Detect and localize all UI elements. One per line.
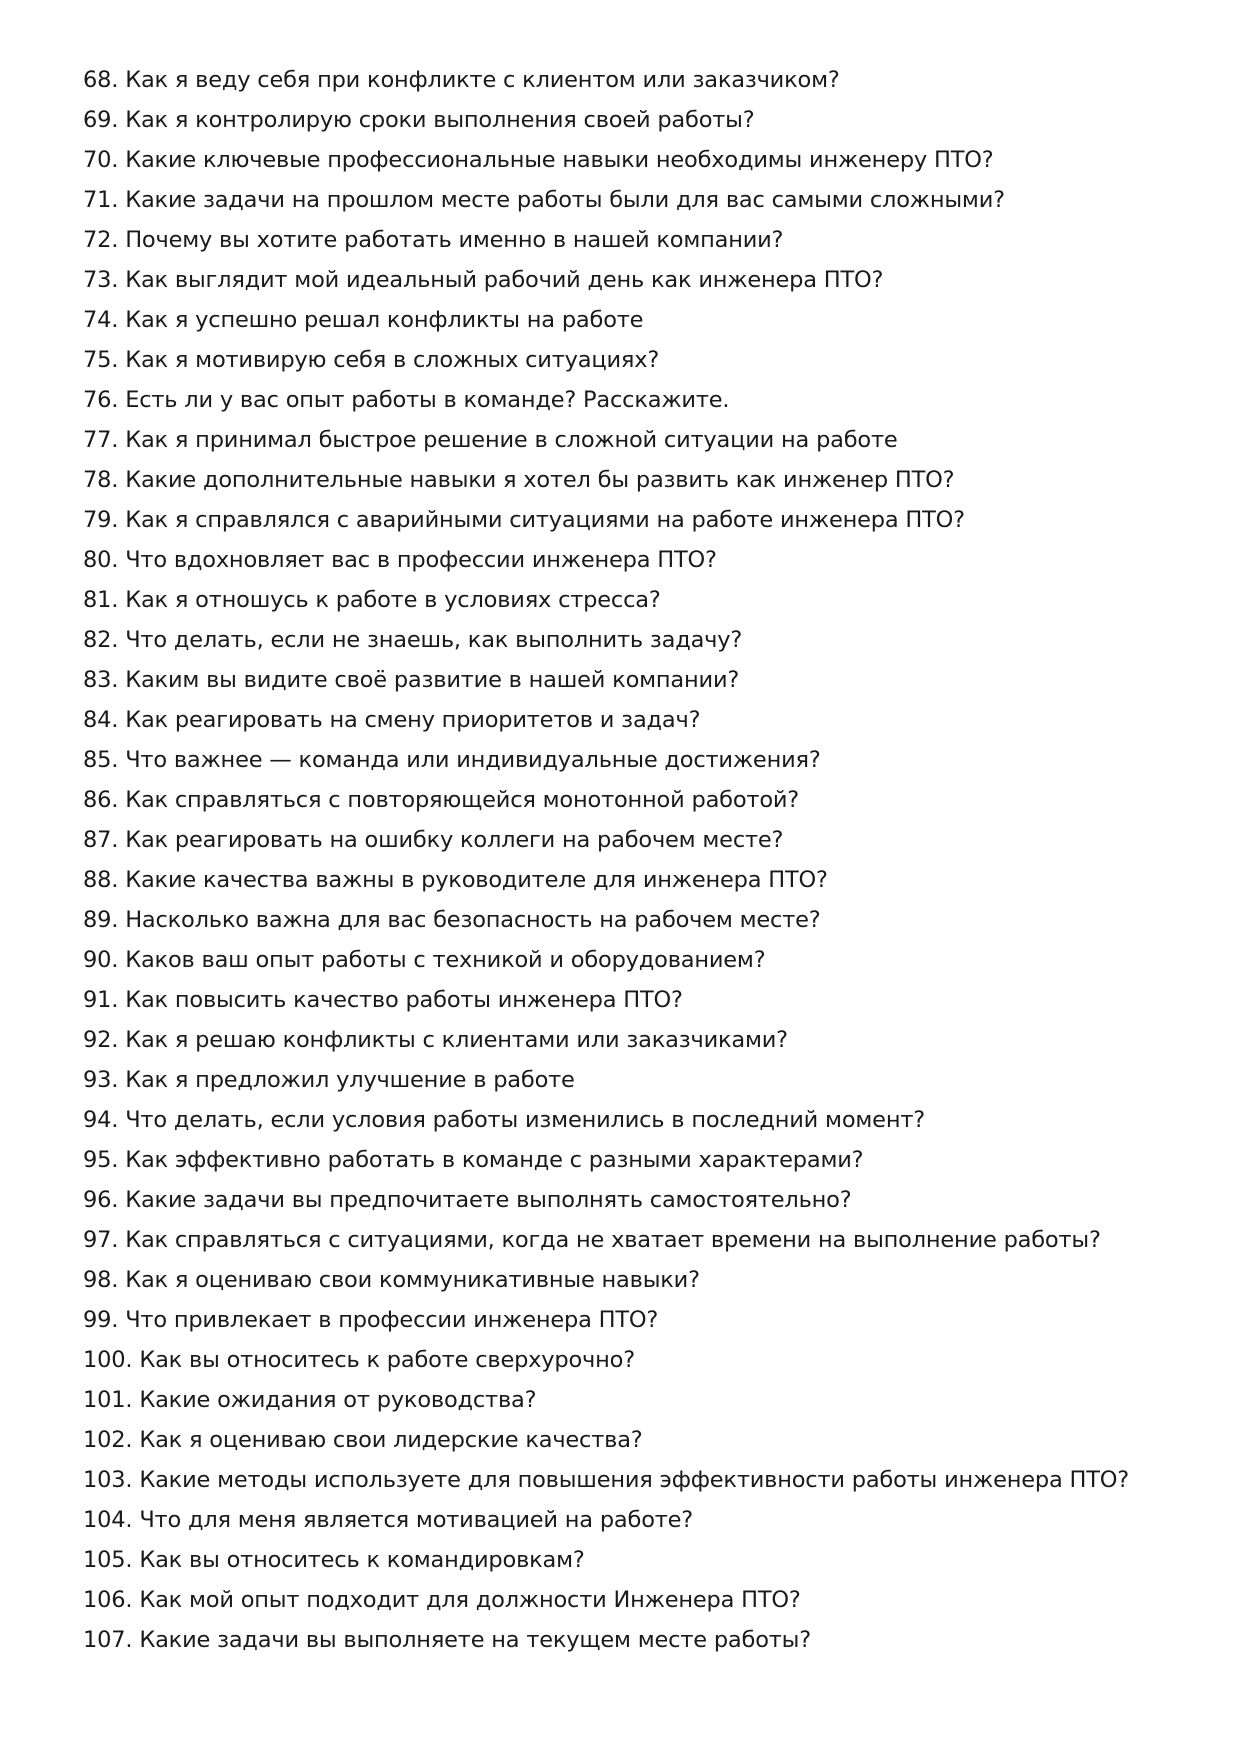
question-number: 68. bbox=[83, 67, 119, 93]
list-item bbox=[83, 180, 1203, 220]
question-text: Как я принимал быстрое решение в сложной ситуации на работе bbox=[125, 427, 898, 453]
question-number: 103. bbox=[83, 1467, 133, 1493]
question-number: 97. bbox=[83, 1227, 119, 1253]
question-number: 92. bbox=[83, 1027, 119, 1053]
question-number: 86. bbox=[83, 787, 119, 813]
list-item bbox=[83, 540, 1203, 580]
question-text: Что для меня является мотивацией на работе? bbox=[139, 1507, 694, 1533]
question-text: Какие методы используете для повышения эффективности работы инженера ПТО? bbox=[139, 1467, 1130, 1493]
list-item bbox=[83, 1500, 1203, 1540]
question-number: 106. bbox=[83, 1587, 133, 1613]
question-text: Как я успешно решал конфликты на работе bbox=[125, 307, 644, 333]
list-item bbox=[83, 940, 1203, 980]
list-item bbox=[83, 620, 1203, 660]
question-number: 80. bbox=[83, 547, 119, 573]
question-number: 93. bbox=[83, 1067, 119, 1093]
question-number: 100. bbox=[83, 1347, 133, 1373]
list-item bbox=[83, 1300, 1203, 1340]
list-item bbox=[83, 780, 1203, 820]
list-item bbox=[83, 1220, 1203, 1260]
question-number: 101. bbox=[83, 1387, 133, 1413]
question-number: 98. bbox=[83, 1267, 119, 1293]
question-number: 78. bbox=[83, 467, 119, 493]
question-text: Как реагировать на смену приоритетов и задач? bbox=[125, 707, 701, 733]
list-item bbox=[83, 300, 1203, 340]
list-item bbox=[83, 1260, 1203, 1300]
question-number: 82. bbox=[83, 627, 119, 653]
question-number: 73. bbox=[83, 267, 119, 293]
question-text: Как реагировать на ошибку коллеги на рабочем месте? bbox=[125, 827, 784, 853]
question-number: 74. bbox=[83, 307, 119, 333]
list-item bbox=[83, 420, 1203, 460]
question-text: Как я контролирую сроки выполнения своей работы? bbox=[125, 107, 755, 133]
question-number: 88. bbox=[83, 867, 119, 893]
question-text: Какие задачи вы выполняете на текущем месте работы? bbox=[139, 1627, 811, 1653]
list-item bbox=[83, 500, 1203, 540]
question-number: 71. bbox=[83, 187, 119, 213]
list-item bbox=[83, 1020, 1203, 1060]
question-number: 76. bbox=[83, 387, 119, 413]
question-text: Как мой опыт подходит для должности Инженера ПТО? bbox=[139, 1587, 801, 1613]
question-text: Что делать, если не знаешь, как выполнить задачу? bbox=[125, 627, 743, 653]
question-number: 75. bbox=[83, 347, 119, 373]
question-number: 102. bbox=[83, 1427, 133, 1453]
question-text: Как я веду себя при конфликте с клиентом или заказчиком? bbox=[125, 67, 840, 93]
list-item bbox=[83, 1580, 1203, 1620]
question-number: 79. bbox=[83, 507, 119, 533]
question-number: 105. bbox=[83, 1547, 133, 1573]
question-number: 104. bbox=[83, 1507, 133, 1533]
question-number: 70. bbox=[83, 147, 119, 173]
question-text: Какие задачи на прошлом месте работы были для вас самыми сложными? bbox=[125, 187, 1005, 213]
question-number: 81. bbox=[83, 587, 119, 613]
question-text: Как повысить качество работы инженера ПТО? bbox=[125, 987, 683, 1013]
question-text: Как вы относитесь к работе сверхурочно? bbox=[139, 1347, 635, 1373]
question-number: 69. bbox=[83, 107, 119, 133]
question-number: 77. bbox=[83, 427, 119, 453]
list-item bbox=[83, 1460, 1203, 1500]
question-text: Как я отношусь к работе в условиях стресса? bbox=[125, 587, 661, 613]
list-item bbox=[83, 1140, 1203, 1180]
question-text: Как я мотивирую себя в сложных ситуациях? bbox=[125, 347, 660, 373]
list-item bbox=[83, 60, 1203, 100]
question-text: Насколько важна для вас безопасность на рабочем месте? bbox=[125, 907, 821, 933]
question-text: Как я справлялся с аварийными ситуациями на работе инженера ПТО? bbox=[125, 507, 965, 533]
list-item bbox=[83, 460, 1203, 500]
question-text: Что делать, если условия работы изменились в последний момент? bbox=[125, 1107, 925, 1133]
list-item bbox=[83, 980, 1203, 1020]
question-number: 99. bbox=[83, 1307, 119, 1333]
list-item bbox=[83, 220, 1203, 260]
question-number: 84. bbox=[83, 707, 119, 733]
list-item bbox=[83, 1100, 1203, 1140]
list-item bbox=[83, 340, 1203, 380]
question-text: Что вдохновляет вас в профессии инженера ПТО? bbox=[125, 547, 717, 573]
question-number: 91. bbox=[83, 987, 119, 1013]
list-item bbox=[83, 900, 1203, 940]
question-text: Как я оцениваю свои коммуникативные навыки? bbox=[125, 1267, 700, 1293]
question-number: 89. bbox=[83, 907, 119, 933]
list-item bbox=[83, 140, 1203, 180]
question-text: Как справляться с ситуациями, когда не хватает времени на выполнение работы? bbox=[125, 1227, 1101, 1253]
question-text: Каким вы видите своё развитие в нашей компании? bbox=[125, 667, 740, 693]
question-number: 95. bbox=[83, 1147, 119, 1173]
list-item bbox=[83, 860, 1203, 900]
question-text: Как эффективно работать в команде с разными характерами? bbox=[125, 1147, 864, 1173]
question-number: 94. bbox=[83, 1107, 119, 1133]
list-item bbox=[83, 580, 1203, 620]
question-text: Как справляться с повторяющейся монотонной работой? bbox=[125, 787, 800, 813]
list-item bbox=[83, 740, 1203, 780]
question-text: Какие качества важны в руководителе для инженера ПТО? bbox=[125, 867, 828, 893]
list-item bbox=[83, 1060, 1203, 1100]
question-text: Какие ожидания от руководства? bbox=[139, 1387, 537, 1413]
question-number: 107. bbox=[83, 1627, 133, 1653]
question-text: Какие дополнительные навыки я хотел бы развить как инженер ПТО? bbox=[125, 467, 955, 493]
question-number: 96. bbox=[83, 1187, 119, 1213]
list-item bbox=[83, 1180, 1203, 1220]
question-text: Каков ваш опыт работы с техникой и оборудованием? bbox=[125, 947, 766, 973]
question-text: Как выглядит мой идеальный рабочий день как инженера ПТО? bbox=[125, 267, 884, 293]
question-text: Какие ключевые профессиональные навыки необходимы инженеру ПТО? bbox=[125, 147, 994, 173]
question-text: Какие задачи вы предпочитаете выполнять самостоятельно? bbox=[125, 1187, 852, 1213]
question-text: Как я оцениваю свои лидерские качества? bbox=[139, 1427, 643, 1453]
list-item bbox=[83, 700, 1203, 740]
list-item bbox=[83, 1420, 1203, 1460]
question-list bbox=[83, 60, 1203, 1660]
question-text: Как вы относитесь к командировкам? bbox=[139, 1547, 585, 1573]
list-item bbox=[83, 260, 1203, 300]
list-item bbox=[83, 100, 1203, 140]
question-text: Что привлекает в профессии инженера ПТО? bbox=[125, 1307, 659, 1333]
question-text: Есть ли у вас опыт работы в команде? Расскажите. bbox=[125, 387, 730, 413]
list-item bbox=[83, 380, 1203, 420]
list-item bbox=[83, 660, 1203, 700]
question-text: Почему вы хотите работать именно в нашей компании? bbox=[125, 227, 784, 253]
question-number: 72. bbox=[83, 227, 119, 253]
question-number: 90. bbox=[83, 947, 119, 973]
list-item bbox=[83, 820, 1203, 860]
list-item bbox=[83, 1540, 1203, 1580]
question-number: 83. bbox=[83, 667, 119, 693]
question-text: Как я предложил улучшение в работе bbox=[125, 1067, 575, 1093]
question-text: Как я решаю конфликты с клиентами или заказчиками? bbox=[125, 1027, 788, 1053]
list-item bbox=[83, 1340, 1203, 1380]
question-number: 85. bbox=[83, 747, 119, 773]
list-item bbox=[83, 1620, 1203, 1660]
list-item bbox=[83, 1380, 1203, 1420]
question-text: Что важнее — команда или индивидуальные достижения? bbox=[125, 747, 821, 773]
question-number: 87. bbox=[83, 827, 119, 853]
